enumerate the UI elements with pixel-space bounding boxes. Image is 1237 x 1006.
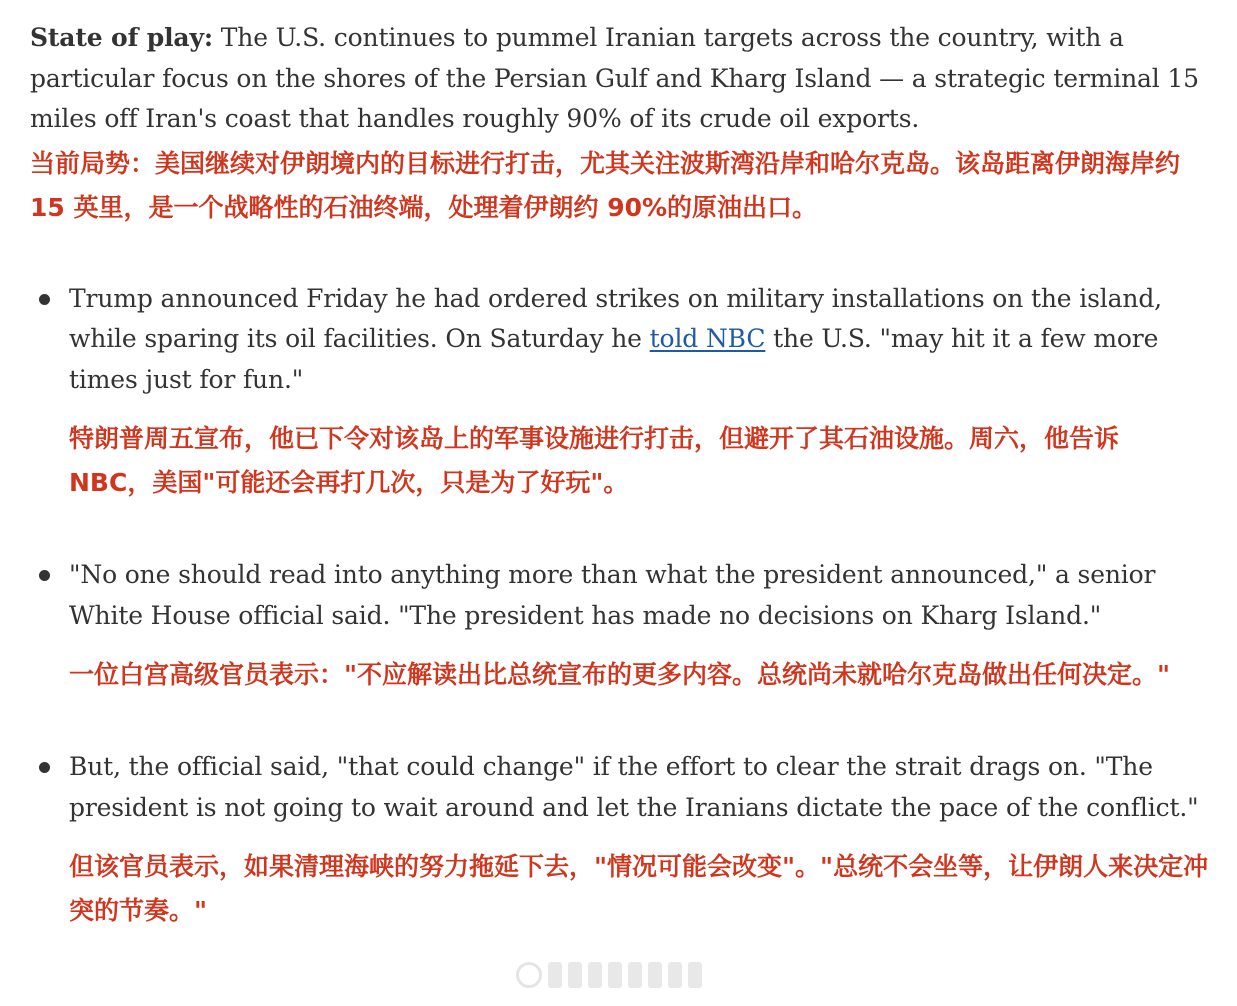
speech-bubble-icon xyxy=(516,962,542,988)
watermark-bar xyxy=(668,962,682,988)
watermark-bar xyxy=(688,962,702,988)
intro-text: The U.S. continues to pummel Iranian targets across the country, with a particular focus on the shores of the Persian Gulf and Kharg Island — a strategic terminal 15 miles off Iran's coast that handles roughly 90% of its crude oil exports. xyxy=(30,23,1199,133)
article-body xyxy=(30,18,1210,933)
bullet-translation: 特朗普周五宣布，他已下令对该岛上的军事设施进行打击，但避开了其石油设施。周六，他告诉 NBC，美国"可能还会再打几次，只是为了好玩"。 xyxy=(69,424,1120,497)
watermark-bar xyxy=(628,962,642,988)
watermark-bar xyxy=(608,962,622,988)
bullet-dot-icon xyxy=(39,762,50,773)
intro-translation: 当前局势：美国继续对伊朗境内的目标进行打击，尤其关注波斯湾沿岸和哈尔克岛。该岛距离伊朗海岸约 15 英里，是一个战略性的石油终端，处理着伊朗约 90%的原油出口。 xyxy=(30,148,1181,222)
bullet-item xyxy=(30,555,1210,697)
bullet-item xyxy=(30,747,1210,933)
bullet-list xyxy=(30,279,1210,934)
bullet-text: But, the official said, "that could change" if the effort to clear the strait drags on. "The president is not going to wait around and let the Iranians dictate the pace of the conflict." xyxy=(69,752,1199,822)
watermark-bar xyxy=(648,962,662,988)
bullet-text-before-link: Trump announced Friday he had ordered strikes on military installations on the island, while sparing its oil facilities. On Saturday he xyxy=(69,283,1162,353)
intro-lead: State of play: xyxy=(30,23,213,52)
intro-paragraph xyxy=(30,18,1210,140)
bullet-text xyxy=(69,279,1210,401)
watermark-bar xyxy=(568,962,582,988)
bullet-text-after-link: the U.S. "may hit it a few more times just for fun." xyxy=(69,324,1159,394)
bullet-item xyxy=(30,279,1210,506)
watermark-logo xyxy=(516,957,724,993)
bullet-translation: 一位白宫高级官员表示："不应解读出比总统宣布的更多内容。总统尚未就哈尔克岛做出任何决定。" xyxy=(69,660,1171,689)
bullet-dot-icon xyxy=(39,570,50,581)
bullet-text: "No one should read into anything more than what the president announced," a senior White House official said. "The president has made no decisions on Kharg Island." xyxy=(69,560,1156,630)
told-nbc-link[interactable]: told NBC xyxy=(649,324,766,353)
bullet-dot-icon xyxy=(39,294,50,305)
watermark-bar xyxy=(588,962,602,988)
watermark-bar xyxy=(548,962,562,988)
bullet-translation: 但该官员表示，如果清理海峡的努力拖延下去，"情况可能会改变"。"总统不会坐等，让伊朗人来决定冲突的节奏。" xyxy=(69,852,1209,925)
